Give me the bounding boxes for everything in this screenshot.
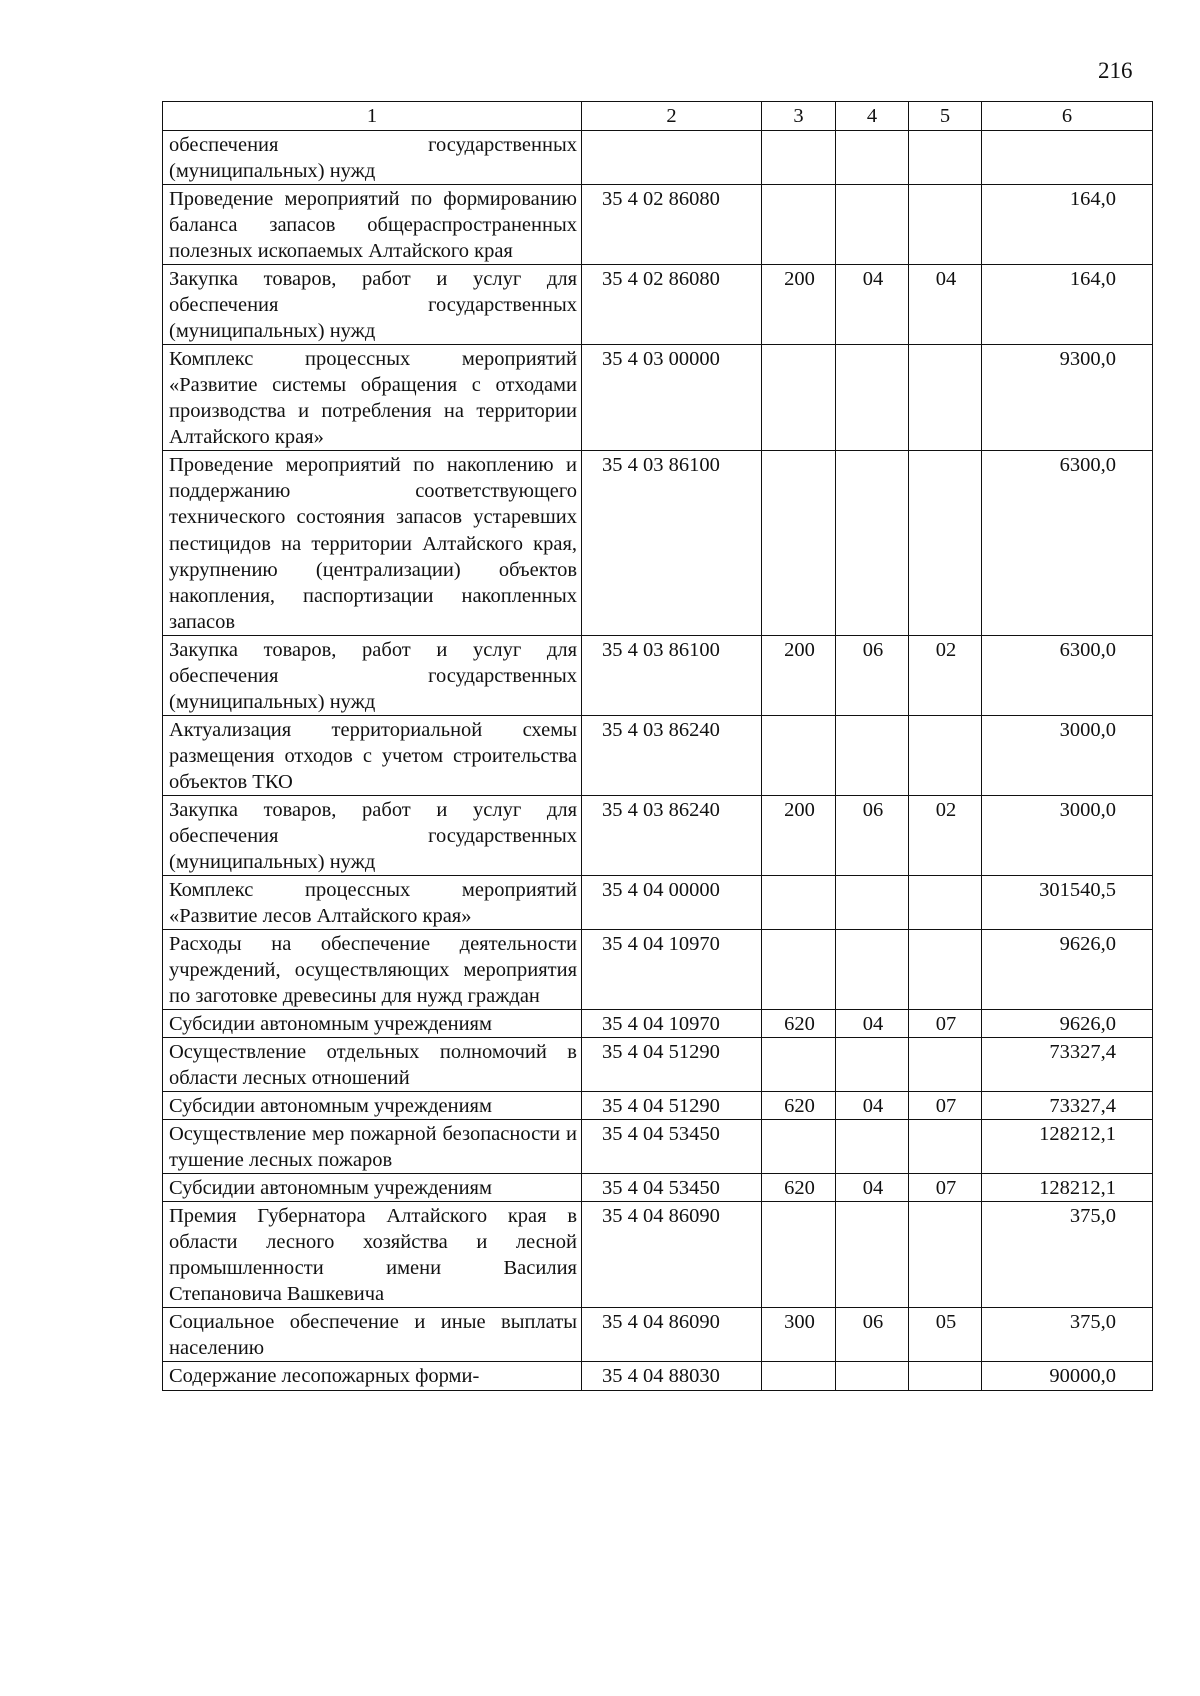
- section-cell: [836, 131, 909, 185]
- page-number: 216: [1098, 58, 1133, 83]
- target-code-cell: 35 4 04 10970: [582, 929, 762, 1009]
- column-header: 2: [582, 102, 762, 131]
- subsection-cell: 05: [909, 1308, 982, 1362]
- row-name-cell: обеспечения государственных (муниципальных) нужд: [163, 131, 582, 185]
- target-code-cell: 35 4 04 88030: [582, 1362, 762, 1390]
- table-body: [163, 131, 1153, 1390]
- amount-cell: 375,0: [982, 1202, 1153, 1308]
- table-row: [163, 131, 1153, 185]
- target-code-cell: 35 4 02 86080: [582, 265, 762, 345]
- amount-cell: 375,0: [982, 1308, 1153, 1362]
- row-name-cell: Субсидии автономным учреждениям: [163, 1174, 582, 1202]
- subsection-cell: [909, 451, 982, 635]
- target-code-cell: 35 4 03 86100: [582, 635, 762, 715]
- table-header-row: [163, 102, 1153, 131]
- row-name-cell: Содержание лесопожарных форми-: [163, 1362, 582, 1390]
- row-name-cell: Комплекс процессных мероприятий «Развитие лесов Алтайского края»: [163, 875, 582, 929]
- row-name-cell: Закупка товаров, работ и услуг для обеспечения государственных (муниципальных) нужд: [163, 635, 582, 715]
- row-name-cell: Осуществление мер пожарной безопасности и тушение лесных пожаров: [163, 1120, 582, 1174]
- table-row: [163, 185, 1153, 265]
- amount-cell: 9626,0: [982, 929, 1153, 1009]
- section-cell: [836, 715, 909, 795]
- table-row: [163, 715, 1153, 795]
- subsection-cell: 02: [909, 795, 982, 875]
- expense-type-cell: 200: [762, 265, 836, 345]
- amount-cell: 73327,4: [982, 1092, 1153, 1120]
- amount-cell: 9300,0: [982, 345, 1153, 451]
- table-row: [163, 345, 1153, 451]
- expense-type-cell: 200: [762, 795, 836, 875]
- section-cell: 06: [836, 795, 909, 875]
- expense-type-cell: [762, 131, 836, 185]
- expense-type-cell: [762, 875, 836, 929]
- column-header: 5: [909, 102, 982, 131]
- amount-cell: 9626,0: [982, 1010, 1153, 1038]
- section-cell: [836, 1202, 909, 1308]
- amount-cell: 6300,0: [982, 635, 1153, 715]
- expense-type-cell: [762, 345, 836, 451]
- table-row: [163, 1120, 1153, 1174]
- column-header: 3: [762, 102, 836, 131]
- section-cell: 06: [836, 1308, 909, 1362]
- section-cell: [836, 1038, 909, 1092]
- target-code-cell: 35 4 04 51290: [582, 1092, 762, 1120]
- section-cell: [836, 875, 909, 929]
- expense-type-cell: 300: [762, 1308, 836, 1362]
- target-code-cell: 35 4 03 00000: [582, 345, 762, 451]
- table-row: [163, 1010, 1153, 1038]
- row-name-cell: Проведение мероприятий по накоплению и поддержанию соответствующего технического состояния запасов устаревших пестицидов на территории Алтайского края, укрупнению (централизации) объектов накопления, паспортизации накопленных запасов: [163, 451, 582, 635]
- table-row: [163, 875, 1153, 929]
- amount-cell: 128212,1: [982, 1174, 1153, 1202]
- expense-type-cell: 620: [762, 1092, 836, 1120]
- target-code-cell: 35 4 03 86240: [582, 795, 762, 875]
- target-code-cell: [582, 131, 762, 185]
- target-code-cell: 35 4 04 86090: [582, 1308, 762, 1362]
- subsection-cell: [909, 1362, 982, 1390]
- amount-cell: 3000,0: [982, 795, 1153, 875]
- table-row: [163, 1174, 1153, 1202]
- column-header: 1: [163, 102, 582, 131]
- target-code-cell: 35 4 04 51290: [582, 1038, 762, 1092]
- expense-type-cell: [762, 1362, 836, 1390]
- table-row: [163, 1038, 1153, 1092]
- table-row: [163, 795, 1153, 875]
- subsection-cell: 02: [909, 635, 982, 715]
- subsection-cell: [909, 715, 982, 795]
- subsection-cell: [909, 185, 982, 265]
- expense-type-cell: 620: [762, 1174, 836, 1202]
- amount-cell: 128212,1: [982, 1120, 1153, 1174]
- target-code-cell: 35 4 04 10970: [582, 1010, 762, 1038]
- subsection-cell: [909, 875, 982, 929]
- row-name-cell: Актуализация территориальной схемы размещения отходов с учетом строительства объектов ТКО: [163, 715, 582, 795]
- table-row: [163, 451, 1153, 635]
- section-cell: [836, 451, 909, 635]
- row-name-cell: Комплекс процессных мероприятий «Развитие системы обращения с отходами производства и потребления на территории Алтайского края»: [163, 345, 582, 451]
- subsection-cell: [909, 929, 982, 1009]
- target-code-cell: 35 4 02 86080: [582, 185, 762, 265]
- expense-type-cell: [762, 185, 836, 265]
- row-name-cell: Осуществление отдельных полномочий в области лесных отношений: [163, 1038, 582, 1092]
- expense-type-cell: [762, 1120, 836, 1174]
- amount-cell: 90000,0: [982, 1362, 1153, 1390]
- row-name-cell: Проведение мероприятий по формированию баланса запасов общераспространенных полезных ископаемых Алтайского края: [163, 185, 582, 265]
- expense-type-cell: [762, 1202, 836, 1308]
- row-name-cell: Закупка товаров, работ и услуг для обеспечения государственных (муниципальных) нужд: [163, 265, 582, 345]
- amount-cell: 6300,0: [982, 451, 1153, 635]
- row-name-cell: Субсидии автономным учреждениям: [163, 1010, 582, 1038]
- target-code-cell: 35 4 03 86100: [582, 451, 762, 635]
- target-code-cell: 35 4 03 86240: [582, 715, 762, 795]
- table-row: [163, 265, 1153, 345]
- section-cell: 04: [836, 1092, 909, 1120]
- row-name-cell: Закупка товаров, работ и услуг для обеспечения государственных (муниципальных) нужд: [163, 795, 582, 875]
- subsection-cell: [909, 1202, 982, 1308]
- column-header: 4: [836, 102, 909, 131]
- table-row: [163, 1362, 1153, 1390]
- section-cell: [836, 185, 909, 265]
- target-code-cell: 35 4 04 53450: [582, 1174, 762, 1202]
- budget-table: [162, 101, 1153, 1391]
- amount-cell: 73327,4: [982, 1038, 1153, 1092]
- table-row: [163, 929, 1153, 1009]
- section-cell: [836, 1120, 909, 1174]
- section-cell: 04: [836, 1174, 909, 1202]
- section-cell: 06: [836, 635, 909, 715]
- amount-cell: 164,0: [982, 265, 1153, 345]
- table-row: [163, 1202, 1153, 1308]
- expense-type-cell: 620: [762, 1010, 836, 1038]
- row-name-cell: Расходы на обеспечение деятельности учреждений, осуществляющих мероприятия по заготовке древесины для нужд граждан: [163, 929, 582, 1009]
- subsection-cell: 04: [909, 265, 982, 345]
- target-code-cell: 35 4 04 53450: [582, 1120, 762, 1174]
- amount-cell: 3000,0: [982, 715, 1153, 795]
- expense-type-cell: 200: [762, 635, 836, 715]
- subsection-cell: [909, 345, 982, 451]
- row-name-cell: Премия Губернатора Алтайского края в области лесного хозяйства и лесной промышленности имени Василия Степановича Вашкевича: [163, 1202, 582, 1308]
- subsection-cell: 07: [909, 1010, 982, 1038]
- expense-type-cell: [762, 715, 836, 795]
- subsection-cell: 07: [909, 1092, 982, 1120]
- row-name-cell: Социальное обеспечение и иные выплаты населению: [163, 1308, 582, 1362]
- section-cell: 04: [836, 1010, 909, 1038]
- section-cell: [836, 929, 909, 1009]
- row-name-cell: Субсидии автономным учреждениям: [163, 1092, 582, 1120]
- target-code-cell: 35 4 04 00000: [582, 875, 762, 929]
- amount-cell: [982, 131, 1153, 185]
- expense-type-cell: [762, 1038, 836, 1092]
- expense-type-cell: [762, 451, 836, 635]
- subsection-cell: 07: [909, 1174, 982, 1202]
- amount-cell: 164,0: [982, 185, 1153, 265]
- subsection-cell: [909, 1038, 982, 1092]
- column-header: 6: [982, 102, 1153, 131]
- table-row: [163, 1092, 1153, 1120]
- target-code-cell: 35 4 04 86090: [582, 1202, 762, 1308]
- section-cell: 04: [836, 265, 909, 345]
- section-cell: [836, 1362, 909, 1390]
- table-row: [163, 635, 1153, 715]
- section-cell: [836, 345, 909, 451]
- subsection-cell: [909, 131, 982, 185]
- subsection-cell: [909, 1120, 982, 1174]
- expense-type-cell: [762, 929, 836, 1009]
- amount-cell: 301540,5: [982, 875, 1153, 929]
- table-row: [163, 1308, 1153, 1362]
